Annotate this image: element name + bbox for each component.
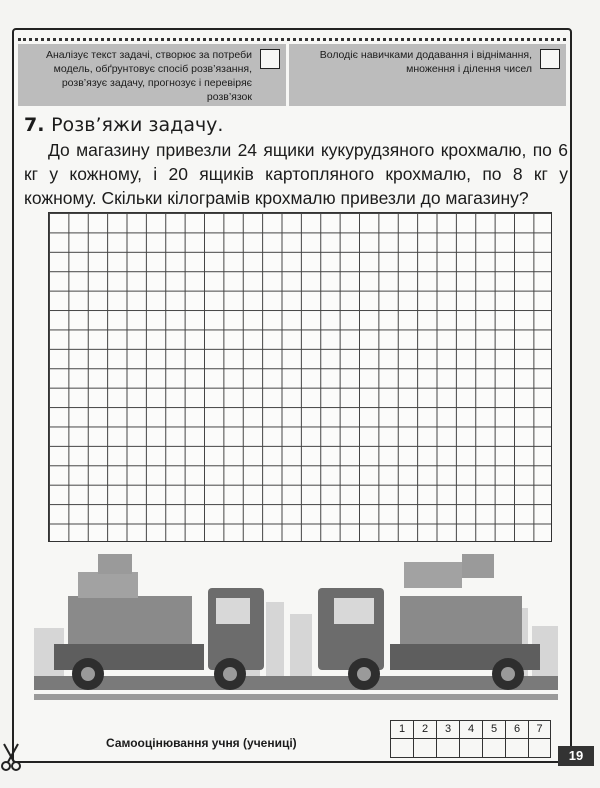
score-number: 6 [505, 720, 528, 739]
score-slot[interactable] [390, 739, 413, 758]
task-number: 7. [24, 114, 45, 136]
self-assessment-label: Самооцінювання учня (учениці) [106, 736, 297, 750]
score-slot[interactable] [482, 739, 505, 758]
score-number: 5 [482, 720, 505, 739]
criteria-row [18, 44, 566, 106]
criterion-right-text: Володіє навичками додавання і віднімання, множення і ділення чисел [319, 49, 532, 75]
scissors-icon [0, 742, 22, 772]
score-column[interactable] [436, 720, 459, 758]
score-number: 2 [413, 720, 436, 739]
score-column[interactable] [413, 720, 436, 758]
score-number: 7 [528, 720, 551, 739]
score-boxes [390, 720, 551, 758]
truck-left [54, 554, 264, 690]
score-number: 4 [459, 720, 482, 739]
task-title: Розв’яжи задачу. [51, 114, 224, 136]
task-text: До магазину привезли 24 ящики кукурудзяного крохмалю, по 6 кг у кожному, і 20 ящиків картопляного крохмалю, по 8 кг у кожному. Скільки кілограмів крохмалю привезли до магазину? [24, 140, 568, 208]
truck-right [318, 554, 540, 690]
score-slot[interactable] [413, 739, 436, 758]
cut-line [18, 38, 566, 41]
self-assessment-bar [18, 720, 552, 760]
score-column[interactable] [482, 720, 505, 758]
criterion-left-text: Аналізує текст задачі, створює за потреби модель, обґрунтовує спосіб розв’язання, розв’язує задачу, прогнозує і перевіряє розв’язок [45, 49, 252, 103]
criterion-problem-solving [18, 44, 286, 106]
score-slot[interactable] [505, 739, 528, 758]
trucks-illustration [34, 548, 558, 716]
score-slot[interactable] [459, 739, 482, 758]
page-number: 19 [558, 746, 594, 766]
score-column[interactable] [390, 720, 413, 758]
score-column[interactable] [528, 720, 551, 758]
score-column[interactable] [505, 720, 528, 758]
criterion-right-checkbox[interactable] [540, 49, 560, 69]
score-slot[interactable] [528, 739, 551, 758]
task-heading [24, 114, 223, 136]
score-slot[interactable] [436, 739, 459, 758]
score-column[interactable] [459, 720, 482, 758]
answer-grid[interactable] [48, 212, 552, 542]
criterion-left-checkbox[interactable] [260, 49, 280, 69]
score-number: 1 [390, 720, 413, 739]
score-number: 3 [436, 720, 459, 739]
criterion-arithmetic [289, 44, 566, 106]
